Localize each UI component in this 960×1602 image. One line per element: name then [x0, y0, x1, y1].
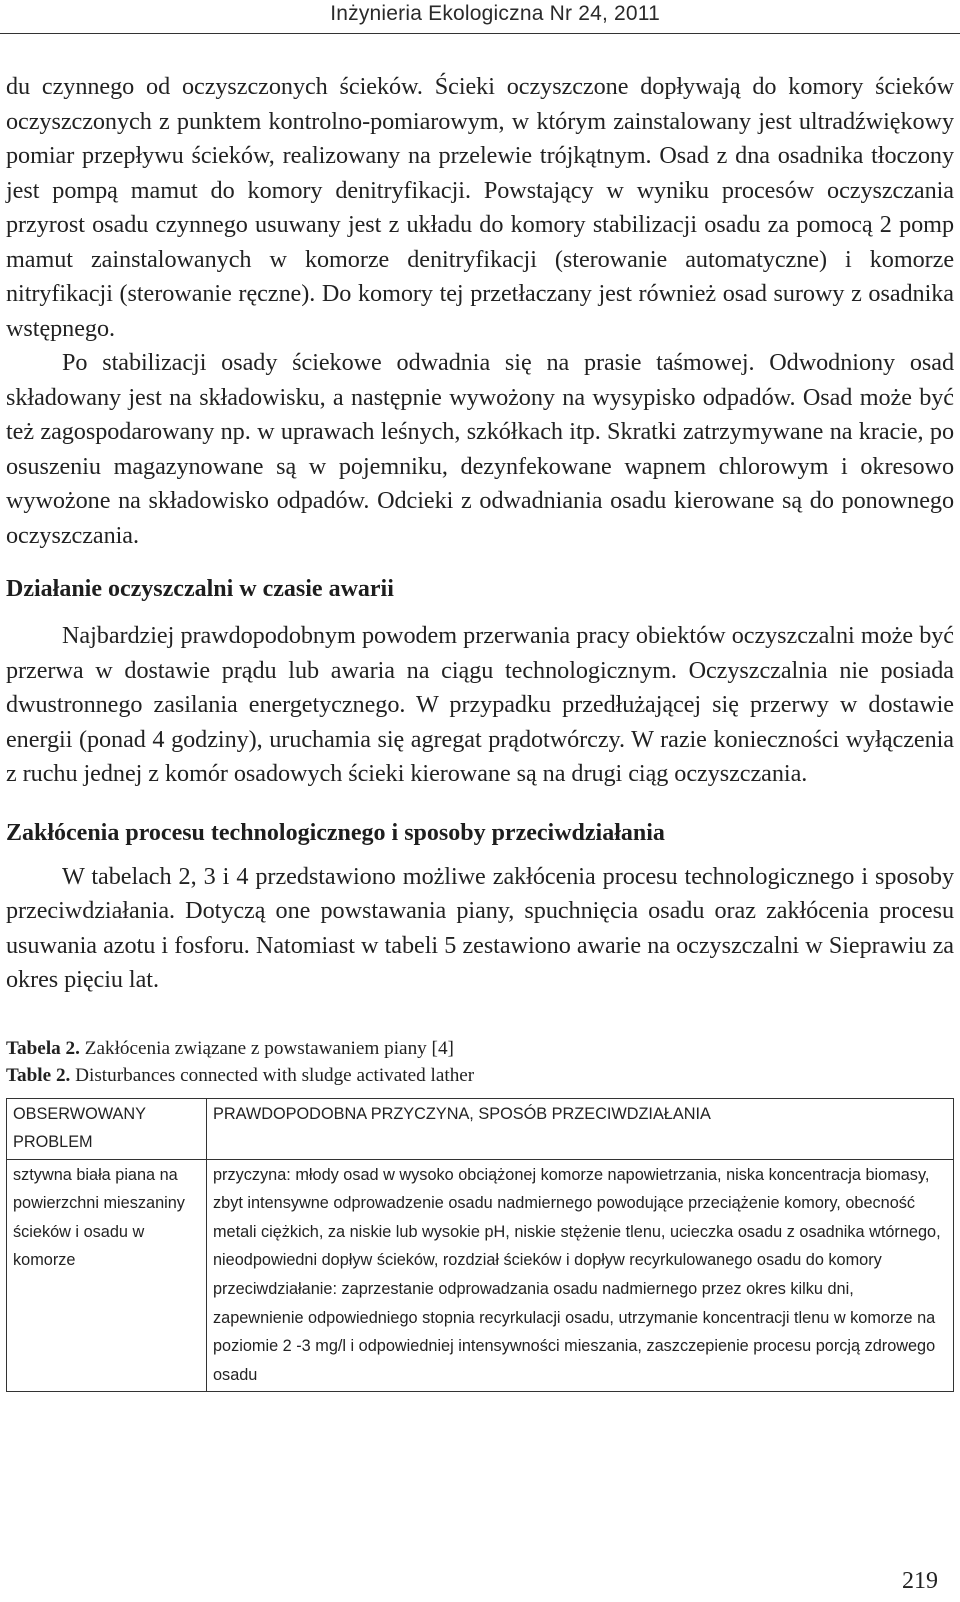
remedy-text: przeciwdziałanie: zaprzestanie odprowadzania osadu nadmiernego przez okres kilku dni, zapewnienie odpowiedniego stopnia recyrkulacji osadu, utrzymanie koncentracji tlenu w komorze na poziomie 2 -3 mg/l i odpowiedniej intensywności mieszania, zaszczepienie procesu porcją zdrowego osadu [213, 1280, 936, 1384]
cell-problem: sztywna biała piana na powierzchni mieszaniny ścieków i osadu w komorze [7, 1159, 207, 1392]
caption-english [6, 1062, 954, 1089]
paragraph: Najbardziej prawdopodobnym powodem przerwania pracy obiektów oczyszczalni może być przerwa w dostawie prądu lub awaria na ciągu technologicznym. Oczyszczalnia nie posiada dwustronnego zasilania energetycznego. W przypadku przedłużającej się przerwy w dostawie energii (ponad 4 godziny), uruchamia się agregat prądotwórczy. W razie konieczności wyłączenia z ruchu jednej z komór osadowych ścieki kierowane są na drugi ciąg oczyszczania. [6, 622, 954, 787]
running-header [0, 0, 960, 34]
table-header-row [7, 1098, 954, 1159]
caption-text: Zakłócenia związane z powstawaniem piany [4] [84, 1037, 454, 1059]
paragraph: Po stabilizacji osady ściekowe odwadnia się na prasie taśmowej. Odwodniony osad składowany jest na składowisku, a następnie wywożony na wysypisko odpadów. Osad może być też zagospodarowany np. w uprawach leśnych, szkółkach itp. Skratki zatrzymywane na kracie, po osuszeniu magazynowane są w pojemniku, dezynfekowane wapnem chlorowym i okresowo wywożone na składowisko odpadów. Odcieki z odwadniania osadu kierowane są do ponownego oczyszczania. [6, 349, 954, 549]
caption-label: Tabela 2. [6, 1037, 80, 1059]
header-cell-cause: PRAWDOPODOBNA PRZYCZYNA, SPOSÓB PRZECIWDZIAŁANIA [207, 1098, 954, 1159]
paragraph: W tabelach 2, 3 i 4 przedstawiono możliwe zakłócenia procesu technologicznego i sposoby przeciwdziałania. Dotyczą one powstawania piany, spuchnięcia osadu oraz zakłócenia procesu usuwania azotu i fosforu. Natomiast w tabeli 5 zestawiono awarie na oczyszczalni w Sieprawiu za okres pięciu lat. [6, 862, 954, 993]
table-row [7, 1159, 954, 1392]
page-number: 219 [902, 1568, 938, 1594]
caption-polish [6, 1035, 954, 1062]
caption-label: Table 2. [6, 1064, 71, 1086]
cause-text: przyczyna: młody osad w wysoko obciążonej komorze napowietrzania, niska koncentracja biomasy, zbyt intensywne odprowadzenie osadu nadmiernego powodujące przeciążenie komory, obecność metali ciężkich, za niskie lub wysokie pH, niskie stężenie tlenu, ucieczka osadu z osadnika wtórnego, nieodpowiedni dopływ ścieków, rozdział ścieków i dopływ recyrkulowanego osadu do komory [213, 1165, 941, 1270]
caption-text: Disturbances connected with sludge activated lather [75, 1064, 475, 1086]
disturbance-table [6, 1098, 954, 1393]
header-cell-problem: OBSERWOWANY PROBLEM [7, 1098, 207, 1159]
paragraph: du czynnego od oczyszczonych ścieków. Ścieki oczyszczone dopływają do komory ścieków oczyszczonych z punktem kontrolno-pomiarowym, w którym zainstalowany jest ultradźwiękowy pomiar przepływu ścieków, realizowany na przelewie trójkątnym. Osad z dna osadnika tłoczony jest pompą mamut do komory denitryfikacji. Powstający w wyniku procesów oczyszczania przyrost osadu czynnego usuwany jest z układu do komory stabilizacji osadu za pomocą 2 pomp mamut zainstalowanych w komorze denitryfikacji (sterowanie automatyczne) i komorze nitryfikacji (sterowanie ręczne). Do komory tej przetłaczany jest również osad surowy z osadnika wstępnego. [6, 73, 954, 342]
journal-title: Inżynieria Ekologiczna Nr 24, 2011 [330, 2, 660, 25]
article-body [6, 70, 954, 1392]
section-heading: Zakłócenia procesu technologicznego i sposoby przeciwdziałania [6, 819, 665, 846]
section-heading: Działanie oczyszczalni w czasie awarii [6, 576, 394, 602]
table-caption [6, 1035, 954, 1089]
cell-cause-remedy [207, 1159, 954, 1392]
